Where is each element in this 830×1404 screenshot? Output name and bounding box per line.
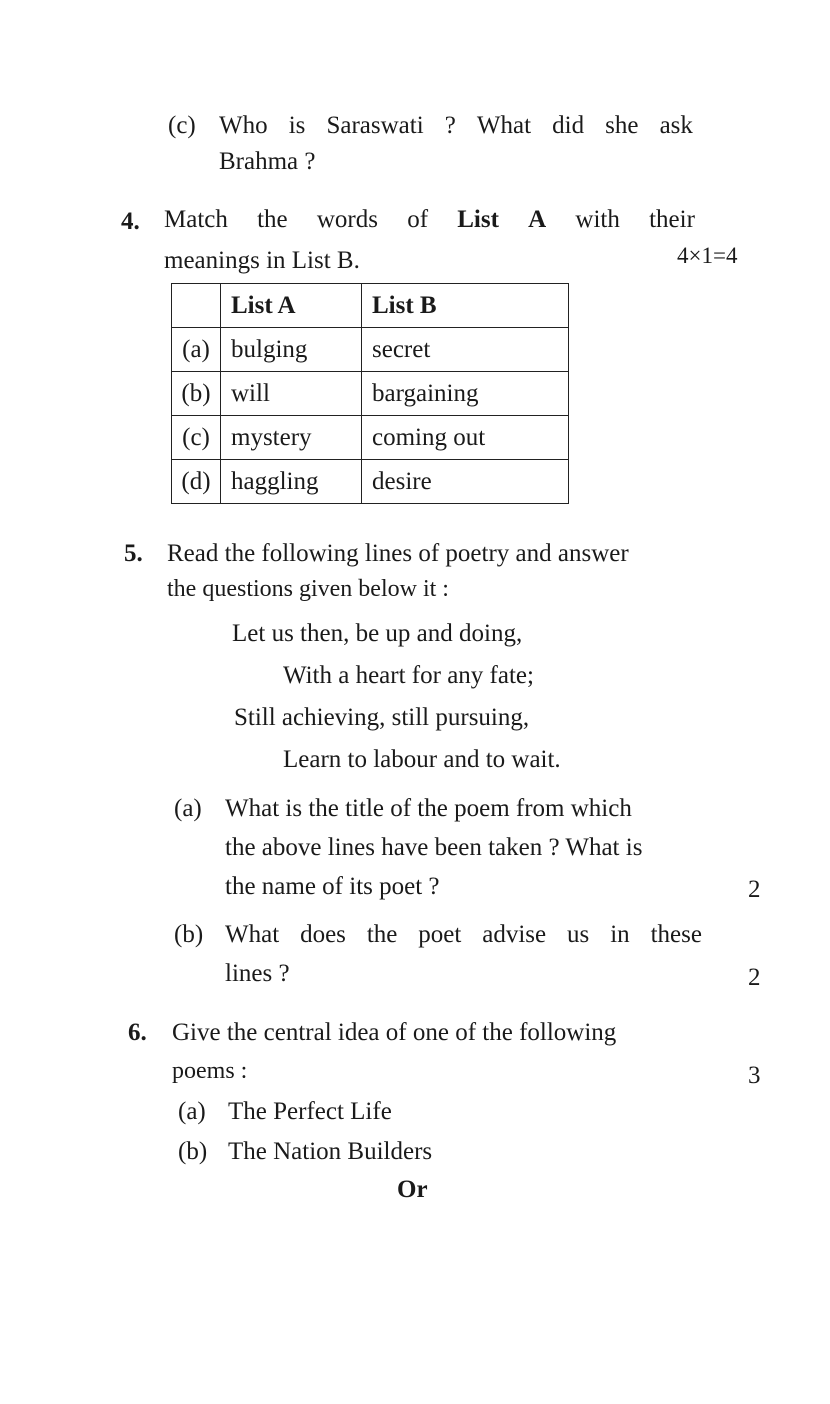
table-header-cell: List A: [221, 284, 362, 328]
table-row: [172, 460, 569, 504]
question-5a-line2: the above lines have been taken ? What is: [225, 834, 643, 861]
question-6-number: 6.: [128, 1019, 147, 1046]
question-6-option-a-label: (a): [178, 1098, 206, 1125]
question-5-line1: Read the following lines of poetry and answer: [167, 540, 629, 567]
question-5-number: 5.: [124, 540, 143, 567]
question-4-marks: 4×1=4: [677, 243, 738, 268]
question-5b-label: (b): [174, 921, 204, 948]
table-cell: bargaining: [362, 372, 569, 416]
table-cell: bulging: [221, 328, 362, 372]
question-3c-label: (c): [168, 112, 196, 139]
question-6-option-a-text: The Perfect Life: [228, 1098, 392, 1125]
table-cell: haggling: [221, 460, 362, 504]
question-5b-line1: What does the poet advise us in these: [225, 921, 702, 948]
question-4-line1: Match the words of List A with their: [164, 206, 695, 233]
table-cell: (d): [172, 460, 221, 504]
table-header-row: [172, 284, 569, 328]
question-5b-line2: lines ?: [225, 960, 290, 987]
table-header-cell: [172, 284, 221, 328]
question-5a-line3: the name of its poet ?: [225, 873, 440, 900]
table-cell: (b): [172, 372, 221, 416]
poem-line-2: With a heart for any fate;: [283, 662, 534, 689]
table-cell: (a): [172, 328, 221, 372]
question-3c-line2: Brahma ?: [219, 148, 316, 175]
poem-line-4: Learn to labour and to wait.: [283, 746, 561, 773]
table-cell: coming out: [362, 416, 569, 460]
question-5b-marks: 2: [748, 964, 761, 991]
question-4-line2: meanings in List B.: [164, 247, 360, 274]
table-row: [172, 372, 569, 416]
table-row: [172, 416, 569, 460]
question-5-line2: the questions given below it :: [167, 576, 449, 602]
table-row: [172, 328, 569, 372]
question-3c-line1: Who is Saraswati ? What did she ask: [219, 112, 693, 139]
question-6-marks: 3: [748, 1062, 761, 1089]
question-6-line1: Give the central idea of one of the following: [172, 1019, 617, 1046]
table-cell: desire: [362, 460, 569, 504]
question-5a-marks: 2: [748, 876, 761, 903]
table-cell: will: [221, 372, 362, 416]
match-table: [171, 283, 569, 504]
question-4-number: 4.: [121, 208, 140, 235]
table-cell: secret: [362, 328, 569, 372]
table-cell: mystery: [221, 416, 362, 460]
question-5a-label: (a): [174, 795, 202, 822]
question-6-line2: poems :: [172, 1058, 248, 1084]
table-header-cell: List B: [362, 284, 569, 328]
question-6-option-b-text: The Nation Builders: [228, 1138, 433, 1165]
question-5a-line1: What is the title of the poem from which: [225, 795, 632, 822]
or-divider: Or: [397, 1176, 428, 1203]
table-cell: (c): [172, 416, 221, 460]
poem-line-3: Still achieving, still pursuing,: [234, 704, 530, 731]
question-6-option-b-label: (b): [178, 1138, 208, 1165]
poem-line-1: Let us then, be up and doing,: [232, 620, 523, 647]
